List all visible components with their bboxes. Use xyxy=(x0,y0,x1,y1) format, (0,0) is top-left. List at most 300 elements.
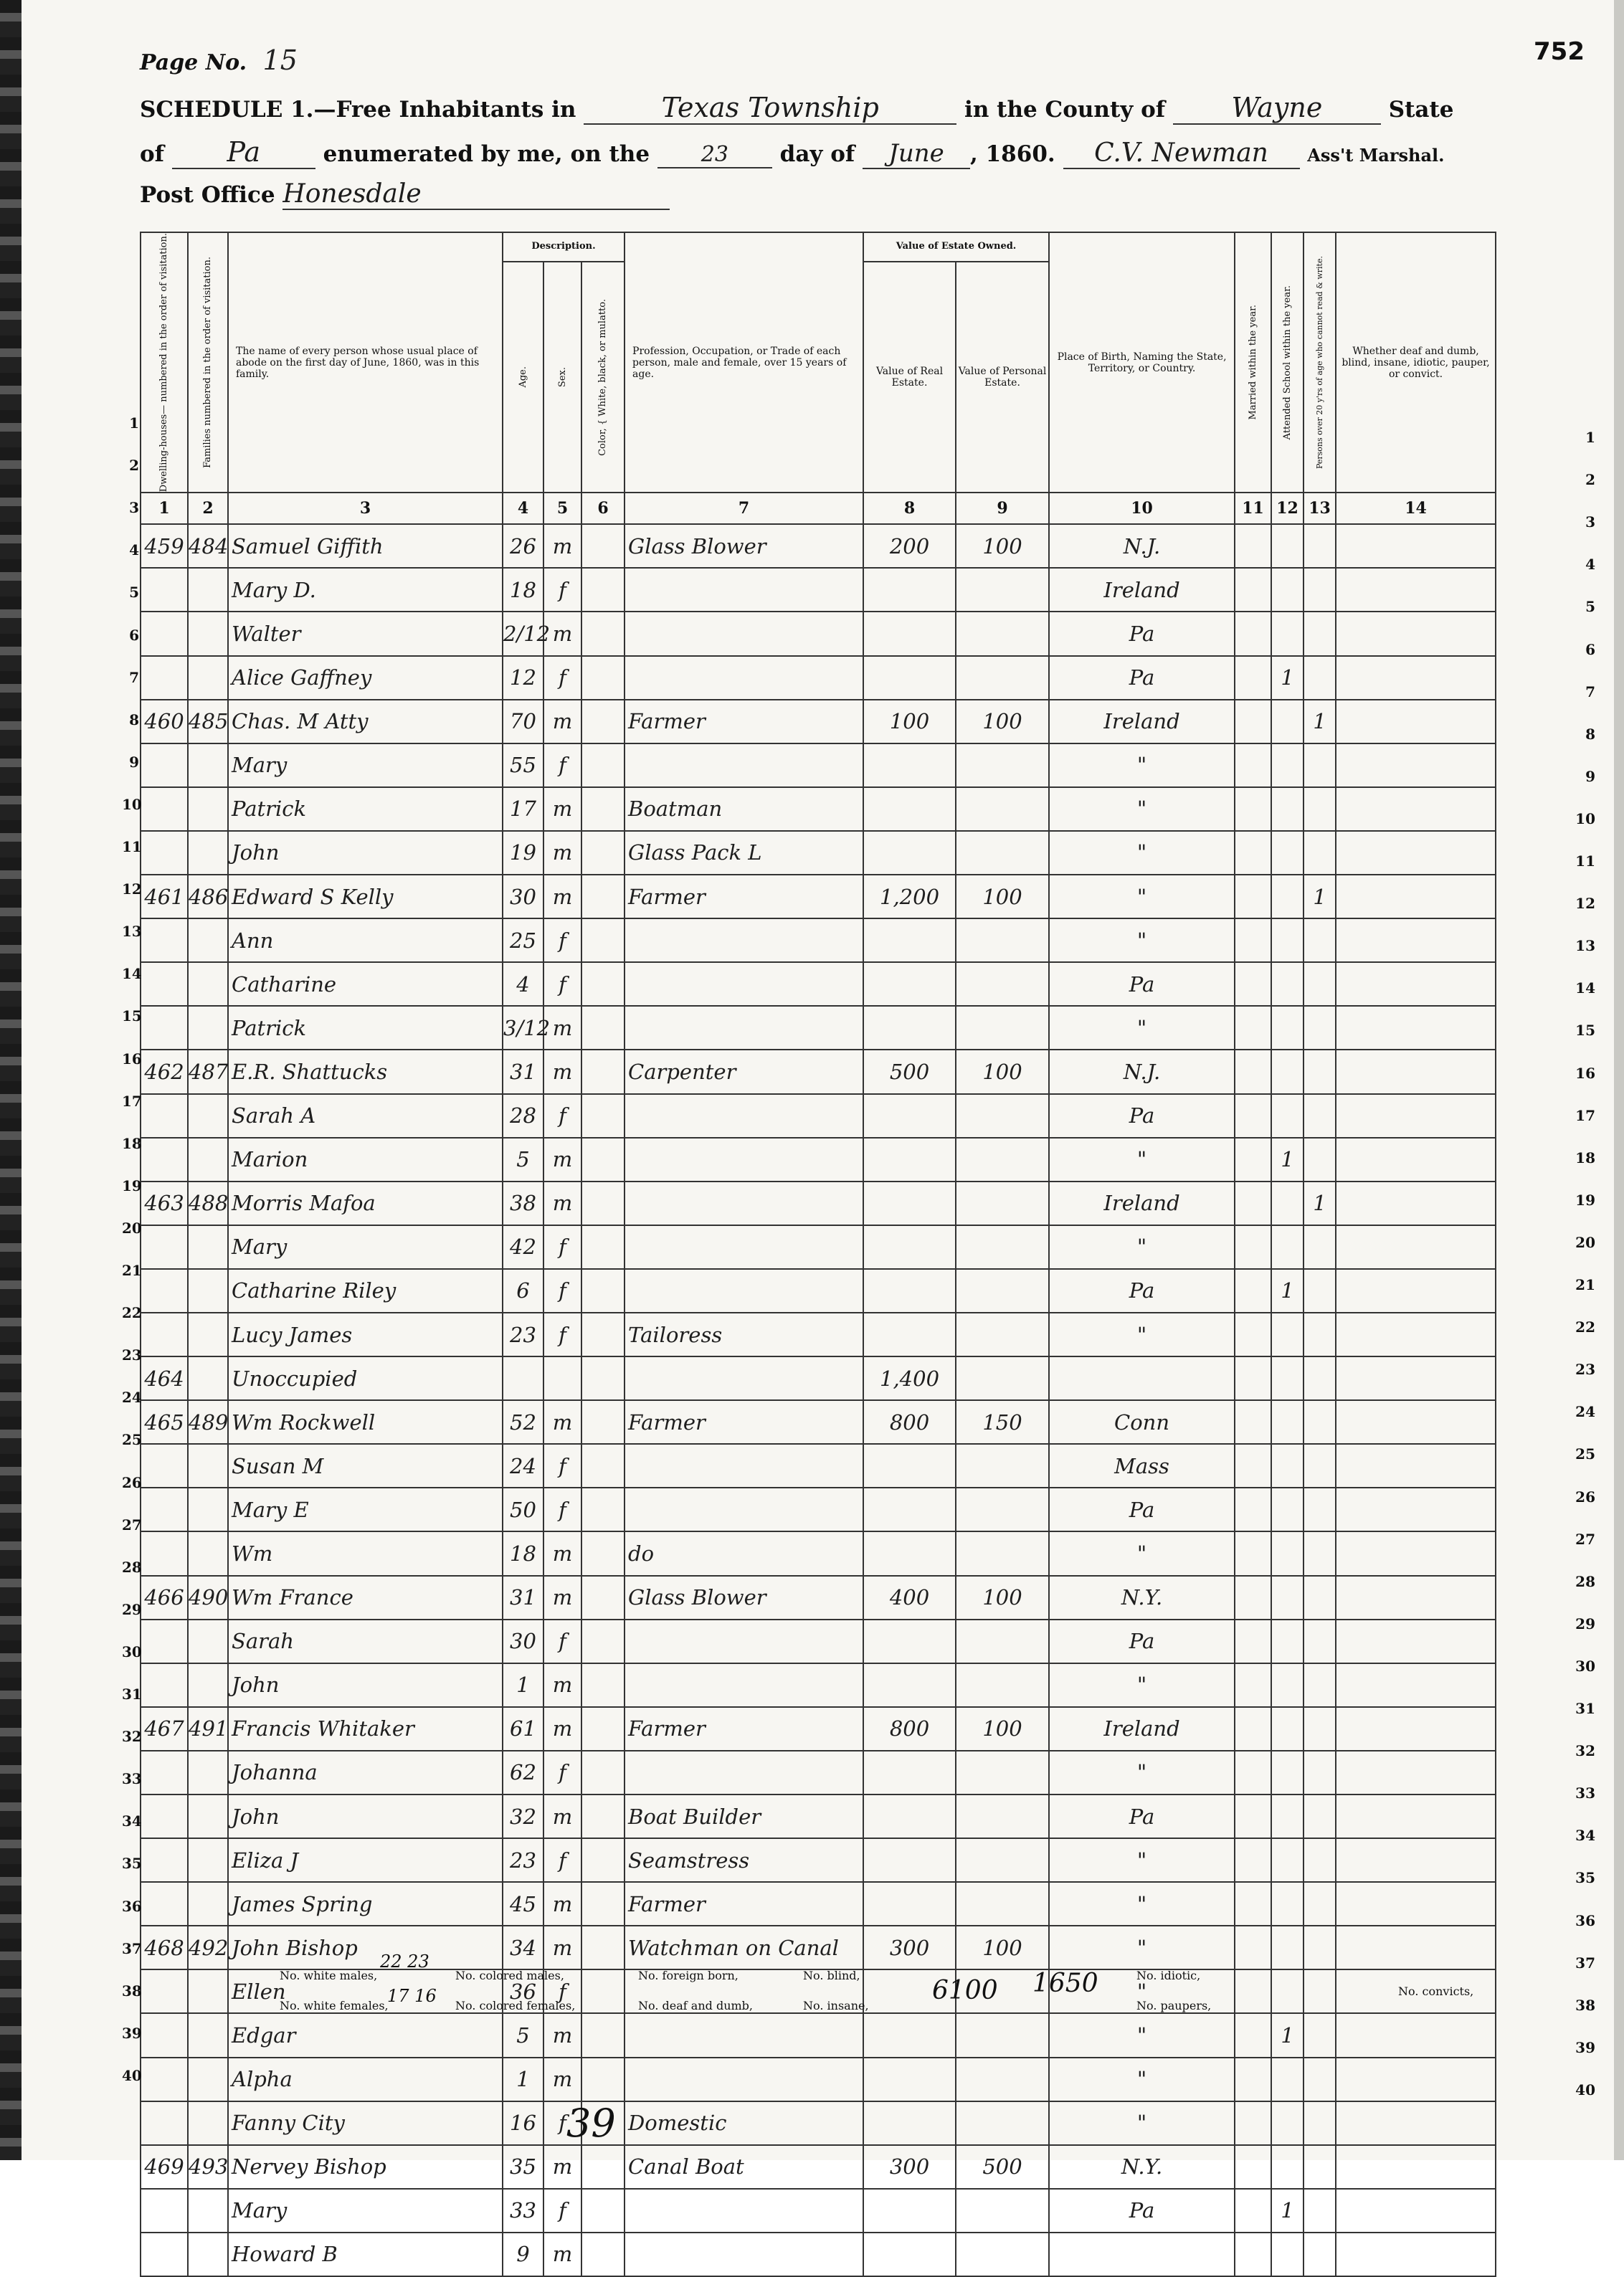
personal-estate-value xyxy=(956,1488,1049,1531)
occupation: Boatman xyxy=(625,787,863,831)
family-number xyxy=(188,962,228,1006)
person-name: Fanny City xyxy=(228,2101,503,2145)
row-number-right: 24 xyxy=(1575,1403,1595,1421)
dwelling-number xyxy=(141,1444,188,1488)
row-number-left: 23 xyxy=(122,1346,142,1364)
age: 4 xyxy=(503,962,543,1006)
deaf-blind xyxy=(1336,1400,1496,1444)
color xyxy=(581,831,625,875)
married-mark xyxy=(1235,1269,1271,1313)
birthplace: Pa xyxy=(1049,1794,1235,1838)
footer-number: 39 xyxy=(566,2101,616,2146)
age: 23 xyxy=(503,1313,543,1356)
township: Texas Township xyxy=(584,92,956,125)
row-number-right: 29 xyxy=(1575,1615,1595,1632)
dwelling-number xyxy=(141,918,188,962)
occupation xyxy=(625,2233,863,2276)
row-number-left: 16 xyxy=(122,1050,142,1068)
row-number-left: 9 xyxy=(129,753,139,771)
white-females-value: 17 16 xyxy=(387,1986,437,2006)
real-estate-value: 100 xyxy=(863,700,956,743)
person-name: Nervey Bishop xyxy=(228,2145,503,2189)
family-number: 490 xyxy=(188,1576,228,1620)
page-number xyxy=(140,44,298,76)
real-estate-value: 800 xyxy=(863,1707,956,1751)
header-description: Description. xyxy=(503,232,625,262)
person-name: Susan M xyxy=(228,1444,503,1488)
marshal-label: Ass't Marshal. xyxy=(1307,145,1445,166)
row-number-right: 3 xyxy=(1585,513,1595,531)
family-number xyxy=(188,1663,228,1707)
real-estate-value xyxy=(863,918,956,962)
row-number-left: 11 xyxy=(122,838,142,855)
dwelling-number xyxy=(141,1751,188,1794)
dwelling-number xyxy=(141,1531,188,1575)
dwelling-number: 469 xyxy=(141,2145,188,2189)
row-number-right: 10 xyxy=(1575,809,1595,827)
person-name: Johanna xyxy=(228,1751,503,1794)
sex: m xyxy=(543,1400,581,1444)
school-mark xyxy=(1271,1050,1304,1093)
age: 31 xyxy=(503,1050,543,1093)
occupation xyxy=(625,1620,863,1663)
married-mark xyxy=(1235,2058,1271,2101)
person-name: Mary D. xyxy=(228,568,503,612)
birthplace: Pa xyxy=(1049,612,1235,655)
read-write-mark xyxy=(1304,1225,1336,1269)
row-number-left: 4 xyxy=(129,541,139,559)
deaf-blind xyxy=(1336,612,1496,655)
color xyxy=(581,1663,625,1707)
school-mark xyxy=(1271,831,1304,875)
age: 5 xyxy=(503,1138,543,1182)
sex: m xyxy=(543,1926,581,1969)
birthplace: N.Y. xyxy=(1049,1576,1235,1620)
color xyxy=(581,2145,625,2189)
deaf-blind xyxy=(1336,1838,1496,1882)
occupation xyxy=(625,568,863,612)
personal-estate-value xyxy=(956,2101,1049,2145)
family-number xyxy=(188,1620,228,1663)
row-number-left: 35 xyxy=(122,1855,142,1873)
person-name: Catharine xyxy=(228,962,503,1006)
age: 2/12 xyxy=(503,612,543,655)
married-mark xyxy=(1235,612,1271,655)
birthplace: Pa xyxy=(1049,656,1235,700)
header-personal-estate: Value of Personal Estate. xyxy=(956,262,1049,493)
header-married: Married within the year. xyxy=(1235,232,1271,493)
enumeration-day: 23 xyxy=(657,142,772,168)
read-write-mark: 1 xyxy=(1304,700,1336,743)
personal-estate-value xyxy=(956,2189,1049,2233)
deaf-blind xyxy=(1336,2101,1496,2145)
dwelling-number: 464 xyxy=(141,1356,188,1400)
table-row xyxy=(141,1313,1496,1356)
table-row xyxy=(141,743,1496,787)
row-number-right: 6 xyxy=(1585,640,1595,658)
read-write-mark xyxy=(1304,1050,1336,1093)
personal-estate-value: 100 xyxy=(956,1926,1049,1969)
color xyxy=(581,656,625,700)
age: 36 xyxy=(503,1969,543,2013)
color xyxy=(581,1094,625,1138)
sex: f xyxy=(543,568,581,612)
birthplace: Ireland xyxy=(1049,1182,1235,1225)
family-number xyxy=(188,918,228,962)
color xyxy=(581,962,625,1006)
table-row xyxy=(141,1882,1496,1926)
row-number-left: 20 xyxy=(122,1219,142,1237)
color xyxy=(581,700,625,743)
real-estate-value xyxy=(863,1444,956,1488)
personal-estate-value: 500 xyxy=(956,2145,1049,2189)
school-mark xyxy=(1271,2101,1304,2145)
read-write-mark xyxy=(1304,1313,1336,1356)
school-mark xyxy=(1271,1620,1304,1663)
occupation: Farmer xyxy=(625,875,863,918)
table-row xyxy=(141,1488,1496,1531)
row-number-right: 5 xyxy=(1585,598,1595,616)
deaf-blind xyxy=(1336,1356,1496,1400)
post-office-line xyxy=(140,179,670,210)
age: 17 xyxy=(503,787,543,831)
occupation: Carpenter xyxy=(625,1050,863,1093)
personal-estate-value: 100 xyxy=(956,524,1049,568)
school-mark xyxy=(1271,1356,1304,1400)
column-number: 7 xyxy=(625,493,863,524)
person-name: John xyxy=(228,831,503,875)
school-mark xyxy=(1271,568,1304,612)
header-estate: Value of Estate Owned. xyxy=(863,232,1049,262)
real-estate-value xyxy=(863,1006,956,1050)
table-row xyxy=(141,1182,1496,1225)
personal-estate-value xyxy=(956,2233,1049,2276)
dwelling-number xyxy=(141,1794,188,1838)
married-mark xyxy=(1235,787,1271,831)
sex: f xyxy=(543,1094,581,1138)
row-number-right: 26 xyxy=(1575,1488,1595,1506)
school-mark xyxy=(1271,2145,1304,2189)
insane-label: No. insane, xyxy=(803,1999,869,2012)
real-estate-value xyxy=(863,612,956,655)
personal-estate-value xyxy=(956,1531,1049,1575)
dwelling-number xyxy=(141,1620,188,1663)
dwelling-number xyxy=(141,568,188,612)
married-mark xyxy=(1235,1313,1271,1356)
header-occupation: Profession, Occupation, or Trade of each person, male and female, over 15 years of age. xyxy=(625,232,863,493)
white-males-value: 22 23 xyxy=(380,1952,429,1972)
occupation: Farmer xyxy=(625,1400,863,1444)
school-mark xyxy=(1271,1576,1304,1620)
real-estate-value xyxy=(863,1751,956,1794)
age: 1 xyxy=(503,1663,543,1707)
family-number xyxy=(188,1225,228,1269)
row-number-right: 2 xyxy=(1585,471,1595,489)
paupers-label: No. paupers, xyxy=(1136,1999,1212,2012)
family-number xyxy=(188,2058,228,2101)
row-number-right: 38 xyxy=(1575,1996,1595,2014)
occupation xyxy=(625,612,863,655)
family-number xyxy=(188,831,228,875)
column-number: 2 xyxy=(188,493,228,524)
family-number xyxy=(188,1969,228,2013)
occupation: Glass Pack L xyxy=(625,831,863,875)
real-estate-value xyxy=(863,1269,956,1313)
deaf-blind xyxy=(1336,1663,1496,1707)
row-number-left: 18 xyxy=(122,1134,142,1152)
age: 70 xyxy=(503,700,543,743)
personal-estate-value xyxy=(956,1269,1049,1313)
table-row xyxy=(141,568,1496,612)
table-row xyxy=(141,2233,1496,2276)
occupation xyxy=(625,1751,863,1794)
age: 35 xyxy=(503,2145,543,2189)
occupation xyxy=(625,1138,863,1182)
row-number-right: 20 xyxy=(1575,1233,1595,1251)
convicts-label: No. convicts, xyxy=(1398,1984,1474,1998)
occupation: Seamstress xyxy=(625,1838,863,1882)
married-mark xyxy=(1235,962,1271,1006)
enumeration-line xyxy=(140,136,1444,169)
person-name: Walter xyxy=(228,612,503,655)
table-row xyxy=(141,1444,1496,1488)
family-number xyxy=(188,1488,228,1531)
row-number-right: 35 xyxy=(1575,1869,1595,1887)
real-estate-value: 200 xyxy=(863,524,956,568)
color xyxy=(581,1400,625,1444)
family-number xyxy=(188,1313,228,1356)
page-number-value: 15 xyxy=(262,44,298,76)
occupation xyxy=(625,962,863,1006)
summary-block xyxy=(272,1934,1495,2063)
color xyxy=(581,1794,625,1838)
row-number-left: 1 xyxy=(129,414,139,432)
sex: f xyxy=(543,1838,581,1882)
sex: m xyxy=(543,831,581,875)
post-office: Honesdale xyxy=(282,179,670,210)
color xyxy=(581,1620,625,1663)
read-write-mark xyxy=(1304,2101,1336,2145)
birthplace: Pa xyxy=(1049,2189,1235,2233)
row-number-right: 11 xyxy=(1575,852,1595,870)
row-number-right: 7 xyxy=(1585,683,1595,700)
deaf-blind xyxy=(1336,700,1496,743)
person-name: Alpha xyxy=(228,2058,503,2101)
dwelling-number xyxy=(141,1138,188,1182)
row-number-right: 30 xyxy=(1575,1657,1595,1675)
personal-estate-value: 100 xyxy=(956,1707,1049,1751)
header-school: Attended School within the year. xyxy=(1271,232,1304,493)
personal-estate-value xyxy=(956,1620,1049,1663)
real-estate-value xyxy=(863,2058,956,2101)
row-number-left: 13 xyxy=(122,923,142,941)
read-write-mark xyxy=(1304,1138,1336,1182)
occupation xyxy=(625,2189,863,2233)
school-mark xyxy=(1271,2058,1304,2101)
read-write-mark xyxy=(1304,1620,1336,1663)
school-mark: 1 xyxy=(1271,1269,1304,1313)
row-number-right: 39 xyxy=(1575,2038,1595,2056)
dwelling-number xyxy=(141,1882,188,1926)
family-number: 487 xyxy=(188,1050,228,1093)
dwelling-number xyxy=(141,2101,188,2145)
sex: m xyxy=(543,2058,581,2101)
table-row xyxy=(141,1400,1496,1444)
read-write-mark xyxy=(1304,1576,1336,1620)
real-estate-value: 400 xyxy=(863,1576,956,1620)
person-name: Eliza J xyxy=(228,1838,503,1882)
occupation xyxy=(625,2058,863,2101)
dwelling-number: 466 xyxy=(141,1576,188,1620)
row-number-right: 8 xyxy=(1585,725,1595,743)
married-mark xyxy=(1235,1620,1271,1663)
row-number-right: 9 xyxy=(1585,767,1595,785)
person-name: Mary E xyxy=(228,1488,503,1531)
occupation xyxy=(625,1356,863,1400)
dwelling-number: 463 xyxy=(141,1182,188,1225)
person-name: Patrick xyxy=(228,787,503,831)
occupation: Farmer xyxy=(625,700,863,743)
married-mark xyxy=(1235,743,1271,787)
row-number-right: 16 xyxy=(1575,1064,1595,1082)
dwelling-number xyxy=(141,1006,188,1050)
color xyxy=(581,2189,625,2233)
personal-estate-value xyxy=(956,1444,1049,1488)
table-row xyxy=(141,1269,1496,1313)
header-birthplace: Place of Birth, Naming the State, Territory, or Country. xyxy=(1049,232,1235,493)
dwelling-number xyxy=(141,2233,188,2276)
marshal-name: C.V. Newman xyxy=(1063,138,1300,169)
birthplace xyxy=(1049,2233,1235,2276)
row-number-right: 4 xyxy=(1585,556,1595,574)
person-name: Mary xyxy=(228,743,503,787)
birthplace: Ireland xyxy=(1049,700,1235,743)
age: 45 xyxy=(503,1882,543,1926)
personal-estate-value xyxy=(956,568,1049,612)
family-number xyxy=(188,1751,228,1794)
family-number: 489 xyxy=(188,1400,228,1444)
married-mark xyxy=(1235,700,1271,743)
row-number-right: 34 xyxy=(1575,1827,1595,1845)
family-number xyxy=(188,656,228,700)
school-mark xyxy=(1271,875,1304,918)
real-estate-value xyxy=(863,656,956,700)
married-mark xyxy=(1235,1751,1271,1794)
read-write-mark xyxy=(1304,2233,1336,2276)
real-estate-value xyxy=(863,743,956,787)
sex: m xyxy=(543,1182,581,1225)
real-estate-value xyxy=(863,1182,956,1225)
birthplace: " xyxy=(1049,1882,1235,1926)
table-row xyxy=(141,1707,1496,1751)
color xyxy=(581,1707,625,1751)
birthplace: Ireland xyxy=(1049,568,1235,612)
family-number xyxy=(188,1094,228,1138)
real-estate-value: 1,400 xyxy=(863,1356,956,1400)
table-row xyxy=(141,2058,1496,2101)
dwelling-number xyxy=(141,2058,188,2101)
sex: m xyxy=(543,2013,581,2057)
dwelling-number xyxy=(141,2013,188,2057)
color xyxy=(581,524,625,568)
real-estate-value xyxy=(863,2101,956,2145)
dwelling-number xyxy=(141,1269,188,1313)
real-estate-value xyxy=(863,1794,956,1838)
family-number xyxy=(188,1838,228,1882)
dwelling-number: 468 xyxy=(141,1926,188,1969)
married-mark xyxy=(1235,1050,1271,1093)
color xyxy=(581,2233,625,2276)
column-numbers xyxy=(141,493,1496,524)
school-mark xyxy=(1271,1094,1304,1138)
table-row xyxy=(141,1050,1496,1093)
deaf-blind xyxy=(1336,918,1496,962)
personal-estate-value: 100 xyxy=(956,700,1049,743)
personal-estate-value xyxy=(956,1838,1049,1882)
age: 1 xyxy=(503,2058,543,2101)
day-of-label: day of xyxy=(779,141,855,167)
row-number-left: 21 xyxy=(122,1262,142,1279)
family-number: 488 xyxy=(188,1182,228,1225)
sex: f xyxy=(543,1620,581,1663)
deaf-blind xyxy=(1336,1182,1496,1225)
occupation xyxy=(625,1444,863,1488)
header-read-write: Persons over 20 y'rs of age who cannot read & write. xyxy=(1304,232,1336,493)
birthplace: Conn xyxy=(1049,1400,1235,1444)
color xyxy=(581,1838,625,1882)
column-number: 3 xyxy=(228,493,503,524)
table-row xyxy=(141,1663,1496,1707)
personal-estate-value xyxy=(956,1356,1049,1400)
age: 5 xyxy=(503,2013,543,2057)
family-number xyxy=(188,1444,228,1488)
row-number-right: 1 xyxy=(1585,429,1595,446)
married-mark xyxy=(1235,1138,1271,1182)
deaf-blind xyxy=(1336,1707,1496,1751)
dwelling-number xyxy=(141,1094,188,1138)
column-number: 14 xyxy=(1336,493,1496,524)
row-number-left: 30 xyxy=(122,1643,142,1660)
sex: f xyxy=(543,1444,581,1488)
person-name: Morris Mafoa xyxy=(228,1182,503,1225)
table-row xyxy=(141,875,1496,918)
occupation: do xyxy=(625,1531,863,1575)
married-mark xyxy=(1235,1182,1271,1225)
dwelling-number: 467 xyxy=(141,1707,188,1751)
school-mark xyxy=(1271,1838,1304,1882)
row-number-right: 15 xyxy=(1575,1022,1595,1040)
person-name: James Spring xyxy=(228,1882,503,1926)
table-row xyxy=(141,1138,1496,1182)
sex: m xyxy=(543,524,581,568)
birthplace: Pa xyxy=(1049,1269,1235,1313)
birthplace: " xyxy=(1049,2058,1235,2101)
birthplace: " xyxy=(1049,831,1235,875)
read-write-mark: 1 xyxy=(1304,1182,1336,1225)
dwelling-number: 461 xyxy=(141,875,188,918)
column-number: 11 xyxy=(1235,493,1271,524)
sex: f xyxy=(543,1488,581,1531)
birthplace: " xyxy=(1049,1006,1235,1050)
read-write-mark xyxy=(1304,1751,1336,1794)
personal-estate-value xyxy=(956,1882,1049,1926)
deaf-blind xyxy=(1336,1225,1496,1269)
row-number-right: 14 xyxy=(1575,979,1595,997)
age: 38 xyxy=(503,1182,543,1225)
table-row xyxy=(141,831,1496,875)
row-number-left: 34 xyxy=(122,1812,142,1830)
post-office-label: Post Office xyxy=(140,182,275,208)
